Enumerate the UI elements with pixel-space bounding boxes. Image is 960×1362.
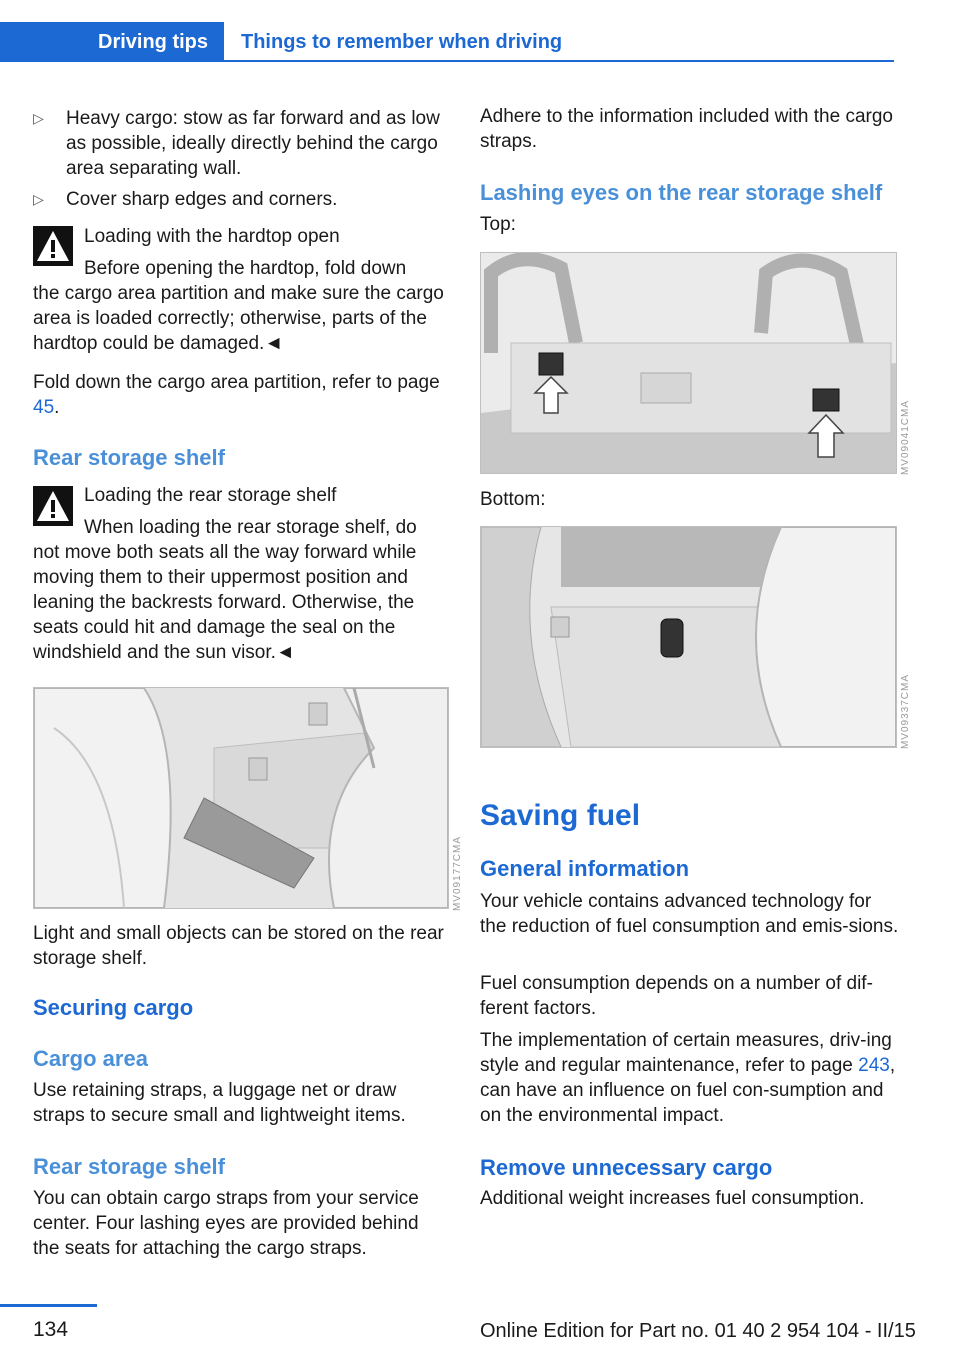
paragraph: Use retaining straps, a luggage net or draw straps to secure small and lightweight items. — [33, 1080, 406, 1126]
image-label: Bottom: — [480, 489, 546, 510]
paragraph: Fold down the cargo area partition, refer to page 45. — [33, 372, 440, 418]
warning-text: the cargo area partition and make sure the cargo area is loaded correctly; otherwise, parts of the hardtop could be damaged.◄ — [33, 283, 444, 354]
list-item: ▷ Cover sharp edges and corners. — [33, 189, 338, 210]
image-label: Top: — [480, 214, 516, 235]
section-title[interactable]: Things to remember when driving — [241, 31, 563, 53]
image-code: MV09337CMA — [900, 674, 911, 750]
warning-line: When loading the rear storage shelf, do — [84, 517, 417, 538]
subheading: Rear storage shelf — [33, 445, 225, 470]
subheading: Cargo area — [33, 1046, 148, 1071]
page-number: 134 — [33, 1318, 69, 1341]
lashing-eyes-bottom-image — [480, 526, 897, 748]
subheading: Rear storage shelf — [33, 1154, 225, 1179]
warning-line: Before opening the hardtop, fold down — [84, 258, 407, 279]
warning-icon — [33, 486, 73, 526]
chapter-tab-label: Driving tips — [98, 31, 209, 53]
warning-title: Loading with the hardtop open — [84, 226, 340, 247]
list-item: ▷ Heavy cargo: stow as far forward and as low as possible, ideally directly behind the cargo area separating wall. — [33, 108, 440, 179]
warning-icon — [33, 226, 73, 266]
bullet-triangle-icon: ▷ — [33, 110, 44, 126]
lashing-eyes-top-image — [480, 252, 897, 474]
paragraph: The implementation of certain measures, driv-ing style and regular maintenance, refer to page 243, can have an influence on fuel con-sumption and on the environmental impact. — [480, 1030, 896, 1126]
warning-title: Loading the rear storage shelf — [84, 485, 337, 506]
paragraph: Fuel consumption depends on a number of dif-ferent factors. — [480, 973, 873, 1019]
paragraph: Adhere to the information included with the cargo straps. — [480, 106, 893, 152]
page-link[interactable]: 243 — [858, 1055, 890, 1076]
paragraph: Your vehicle contains advanced technology for the reduction of fuel consumption and emis-sions. — [480, 891, 899, 937]
page-link[interactable]: 45 — [33, 397, 55, 418]
paragraph: Additional weight increases fuel consumption. — [480, 1188, 865, 1209]
chapter-tab[interactable] — [0, 22, 224, 62]
heading: General information — [480, 856, 690, 881]
footer-rule — [0, 1304, 97, 1307]
rear-shelf-image — [33, 687, 449, 909]
header-rule — [224, 60, 894, 62]
heading: Remove unnecessary cargo — [480, 1155, 773, 1180]
image-code: MV09041CMA — [900, 400, 911, 476]
image-code: MV09177CMA — [452, 836, 463, 912]
bullet-triangle-icon: ▷ — [33, 191, 44, 207]
paragraph: You can obtain cargo straps from your service center. Four lashing eyes are provided behind the seats for attaching the cargo straps. — [33, 1188, 419, 1259]
footer-edition: Online Edition for Part no. 01 40 2 954 104 - II/15 — [480, 1320, 916, 1342]
heading: Securing cargo — [33, 995, 194, 1020]
warning-text: not move both seats all the way forward while moving them to their uppermost position and leaning the backrests forward. Otherwise, the seats could hit and damage the seal on the windshield and the sun visor.◄ — [33, 542, 417, 663]
image-caption: Light and small objects can be stored on the rear storage shelf. — [33, 923, 444, 969]
subheading: Lashing eyes on the rear storage shelf — [480, 180, 883, 205]
section-heading: Saving fuel — [480, 799, 641, 832]
